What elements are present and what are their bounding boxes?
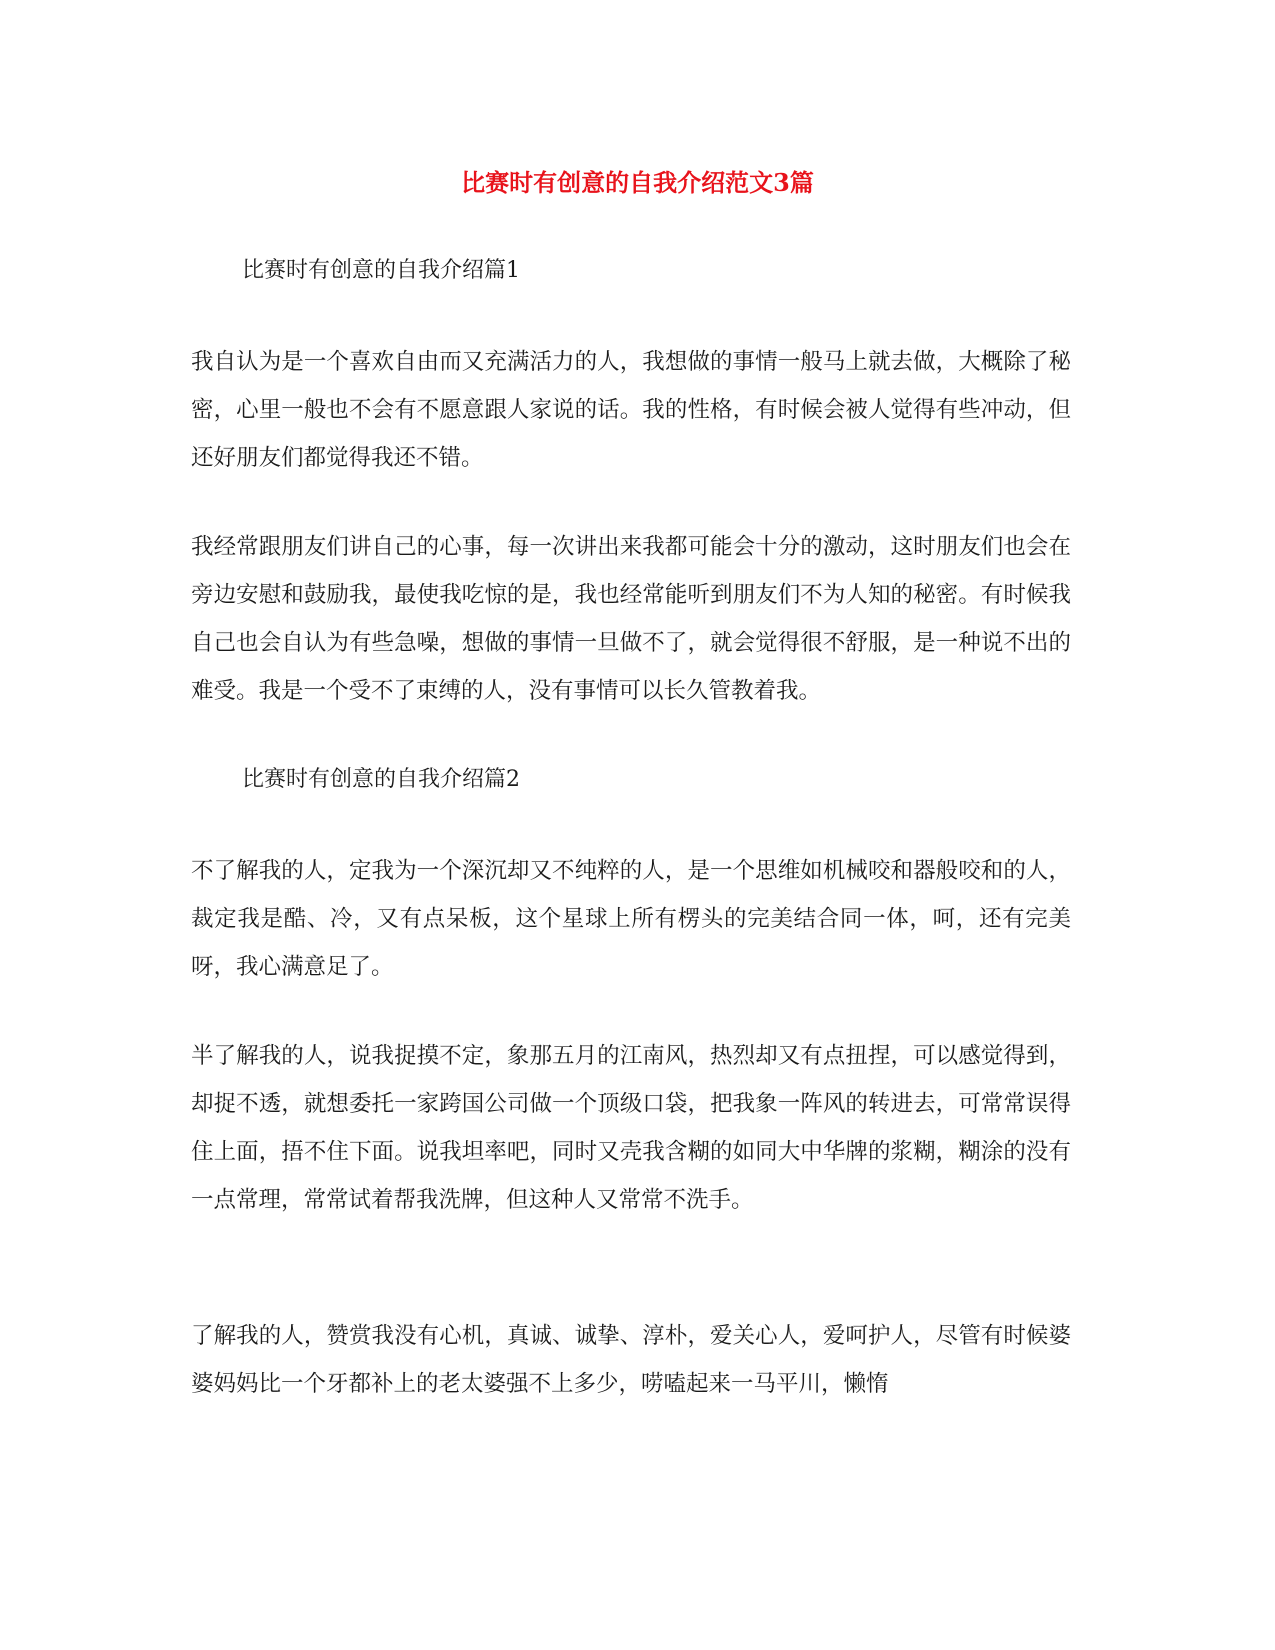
- section-1-paragraph-2: 我经常跟朋友们讲自己的心事，每一次讲出来我都可能会十分的激动，这时朋友们也会在旁边安慰和鼓励我，最使我吃惊的是，我也经常能听到朋友们不为人知的秘密。有时候我自己也会自认为有些急噪，想做的事情一旦做不了，就会觉得很不舒服，是一种说不出的难受。我是一个受不了束缚的人，没有事情可以长久管教着我。: [191, 534, 1071, 704]
- section-1-paragraph-1: 我自认为是一个喜欢自由而又充满活力的人，我想做的事情一般马上就去做，大概除了秘密，心里一般也不会有不愿意跟人家说的话。我的性格，有时候会被人觉得有些冲动，但还好朋友们都觉得我还不错。: [191, 349, 1071, 471]
- section-2-paragraph-2: 半了解我的人，说我捉摸不定，象那五月的江南风，热烈却又有点扭捏，可以感觉得到，却捉不透，就想委托一家跨国公司做一个顶级口袋，把我象一阵风的转进去，可常常误得住上面，捂不住下面。说我坦率吧，同时又壳我含糊的如同大中华牌的浆糊，糊涂的没有一点常理，常常试着帮我洗牌，但这种人又常常不洗手。: [191, 1043, 1071, 1213]
- document-title: 比赛时有创意的自我介绍范文3篇: [461, 168, 814, 197]
- section-2-paragraph-3: 了解我的人，赞赏我没有心机，真诚、诚挚、淳朴，爱关心人，爱呵护人，尽管有时候婆婆妈妈比一个牙都补上的老太婆强不上多少，唠嗑起来一马平川，懒惰: [191, 1323, 1071, 1397]
- section-2-paragraph-1: 不了解我的人，定我为一个深沉却又不纯粹的人，是一个思维如机械咬和器般咬和的人，裁定我是酷、冷，又有点呆板，这个星球上所有楞头的完美结合同一体，呵，还有完美呀，我心满意足了。: [191, 858, 1071, 980]
- section-heading-1: 比赛时有创意的自我介绍篇1: [242, 258, 520, 283]
- section-heading-2: 比赛时有创意的自我介绍篇2: [242, 767, 520, 792]
